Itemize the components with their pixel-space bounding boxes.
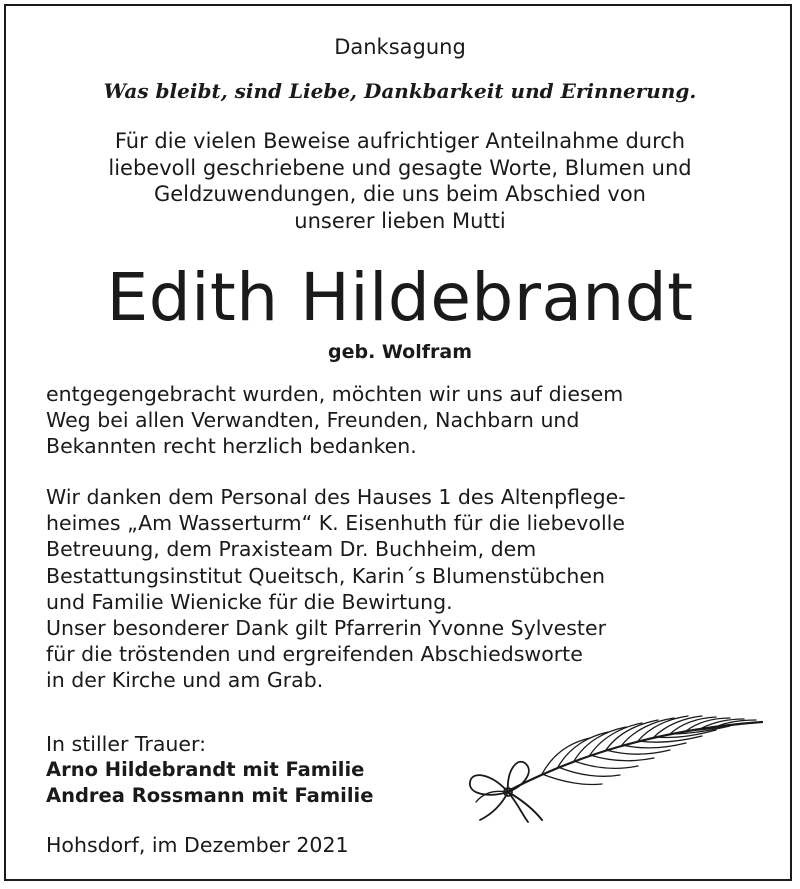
notice-heading: Danksagung — [334, 35, 466, 59]
palm-branch-with-bow-icon — [462, 708, 767, 828]
maiden-name: geb. Wolfram — [327, 341, 473, 363]
intro-line: unserer lieben Mutti — [294, 208, 506, 233]
deceased-name: Edith Hildebrandt — [106, 259, 694, 336]
paragraph-line: in der Kirche und am Grab. — [46, 668, 324, 693]
paragraph-line: Betreuung, dem Praxisteam Dr. Buchheim, dem — [46, 537, 537, 562]
paragraph-line: Weg bei allen Verwandten, Freunden, Nachbarn und — [46, 408, 580, 433]
paragraph-line: entgegengebracht wurden, möchten wir uns auf diesem — [46, 382, 624, 406]
signatory: Arno Hildebrandt mit Familie — [46, 758, 365, 782]
intro-line: Geldzuwendungen, die uns beim Abschied von — [153, 182, 646, 206]
paragraph-line: Unser besonderer Dank gilt Pfarrerin Yvonne Sylvester — [46, 616, 607, 641]
signatory: Andrea Rossmann mit Familie — [46, 784, 374, 808]
paragraph-line: heimes „Am Wasserturm“ K. Eisenhuth für die liebevolle — [46, 511, 625, 536]
paragraph-line: Wir danken dem Personal des Hauses 1 des Altenpflege- — [46, 485, 626, 509]
intro-text — [0, 128, 800, 234]
place-date: Hohsdorf, im Dezember 2021 — [46, 833, 349, 857]
intro-line: Für die vielen Beweise aufrichtiger Anteilnahme durch — [114, 129, 686, 153]
acknowledgements-paragraph — [46, 484, 626, 694]
mourning-block — [46, 731, 373, 810]
paragraph-line: für die tröstenden und ergreifenden Abschiedsworte — [46, 642, 583, 667]
paragraph-line: Bekannten recht herzlich bedanken. — [46, 434, 417, 459]
mourning-intro: In stiller Trauer: — [46, 732, 206, 756]
intro-line: liebevoll geschriebene und gesagte Worte, Blumen und — [108, 155, 692, 180]
thanks-paragraph — [46, 381, 623, 460]
notice-motto: Was bleibt, sind Liebe, Dankbarkeit und Erinnerung. — [103, 79, 697, 103]
paragraph-line: und Familie Wienicke für die Bewirtung. — [46, 589, 453, 614]
paragraph-line: Bestattungsinstitut Queitsch, Karin´s Blumenstübchen — [46, 563, 605, 588]
